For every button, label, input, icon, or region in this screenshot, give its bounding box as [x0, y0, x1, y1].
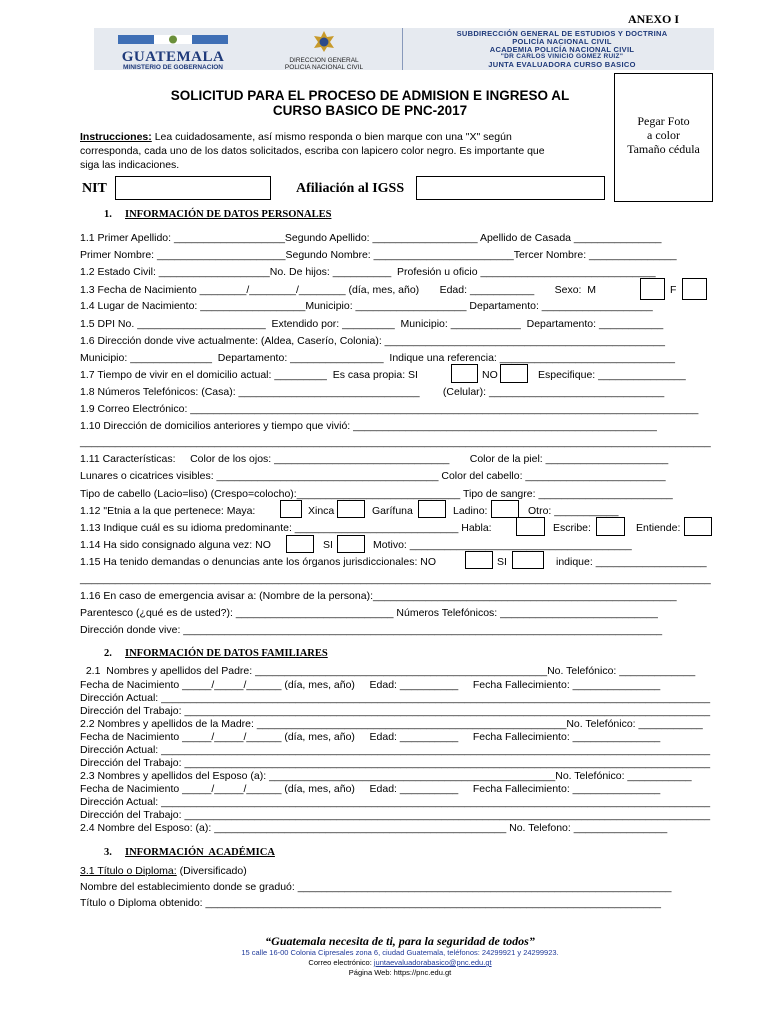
section-1-title: INFORMACIÓN DE DATOS PERSONALES: [125, 209, 332, 220]
line-1-14: 1.14 Ha sido consignado alguna vez: NO: [80, 539, 271, 551]
line-2-2-trabajo[interactable]: Dirección del Trabajo: __________________________________________________________________________________________: [80, 757, 711, 769]
escribe-box[interactable]: [596, 517, 625, 536]
line-2-2[interactable]: 2.2 Nombres y apellidos de la Madre: _____________________________________________________No. Telefónico: ___________: [80, 718, 703, 730]
flag-emblem-icon: [118, 33, 228, 45]
escribe-label: Escribe:: [553, 522, 591, 534]
line-1-3[interactable]: 1.3 Fecha de Nacimiento ________/________/________ (día, mes, año) Edad: ___________ Sexo: M: [80, 284, 597, 296]
line-1-7[interactable]: 1.7 Tiempo de vivir en el domicilio actual: _________ Es casa propia: SI: [80, 369, 418, 381]
sex-f-box[interactable]: [682, 278, 707, 300]
footer-email-label: Correo electrónico:: [308, 958, 374, 967]
line-1-13[interactable]: 1.13 Indique cuál es su idioma predominante: ____________________________ Habla:: [80, 522, 492, 534]
line-blank[interactable]: ____________________________________________________________________________________________________________: [80, 573, 711, 585]
line-1-1[interactable]: 1.1 Primer Apellido: ___________________Segundo Apellido: __________________ Apellido de Casada _______________: [80, 232, 662, 244]
title-line-2: CURSO BASICO DE PNC-2017: [272, 103, 468, 118]
banner-line-4: "DR CARLOS VINICIO GOMEZ RUIZ": [500, 53, 624, 60]
section-3-number: 3.: [104, 847, 112, 858]
motivo-field[interactable]: Motivo: ______________________________________: [373, 539, 632, 551]
igss-label: Afiliación al IGSS: [296, 181, 405, 196]
line-names[interactable]: Primer Nombre: ______________________Segundo Nombre: ________________________Tercer Nombre: _______________: [80, 249, 677, 261]
demandas-no-box[interactable]: [465, 551, 493, 569]
garifuna-label: Garífuna: [372, 505, 413, 517]
habla-box[interactable]: [516, 517, 545, 536]
anexo-label: ANEXO I: [628, 12, 680, 26]
line-2-2-dir[interactable]: Dirección Actual: ______________________________________________________________________________________________: [80, 744, 711, 756]
consignado-si-box[interactable]: [337, 535, 365, 553]
line-2-4[interactable]: 2.4 Nombre del Esposo: (a): __________________________________________________ No. Telefono: ________________: [80, 822, 668, 834]
section-1-heading: [104, 209, 331, 220]
title-line-1: SOLICITUD PARA EL PROCESO DE ADMISION E INGRESO AL: [170, 88, 570, 103]
line-titulo[interactable]: Título o Diploma obtenido: ______________________________________________________________________________: [80, 897, 661, 909]
line-3-1: [80, 865, 247, 877]
line-1-5[interactable]: 1.5 DPI No. ______________________ Extendido por: _________ Municipio: ____________ Departamento: ___________: [80, 318, 664, 330]
igss-input[interactable]: [416, 176, 605, 200]
casa-si-box[interactable]: [451, 364, 478, 383]
sec31-label: 3.1 Título o Diploma:: [80, 865, 177, 877]
line-1-10-cont[interactable]: ____________________________________________________________________________________________________________: [80, 436, 711, 448]
line-2-2-fecha[interactable]: Fecha de Nacimiento _____/_____/______ (día, mes, año) Edad: __________ Fecha Fallecimiento: _______________: [80, 731, 661, 743]
line-2-3[interactable]: 2.3 Nombres y apellidos del Esposo (a): _________________________________________________No. Telefónico: ___________: [80, 770, 692, 782]
ladino-label: Ladino:: [453, 505, 488, 517]
line-1-16[interactable]: 1.16 En caso de emergencia avisar a: (Nombre de la persona):____________________________________________________: [80, 590, 677, 602]
line-2-3-trabajo[interactable]: Dirección del Trabajo: __________________________________________________________________________________________: [80, 809, 711, 821]
sex-m-box[interactable]: [640, 278, 665, 300]
footer-slogan: “Guatemala necesita de ti, para la seguridad de todos”: [265, 934, 535, 948]
ministry-subtitle: MINISTERIO DE GOBERNACION: [122, 64, 224, 71]
instructions-line-1: Lea cuidadosamente, así mismo responda o bien marque con una "X" según: [151, 131, 512, 143]
ministry-logo: [118, 32, 228, 71]
line-1-9[interactable]: 1.9 Correo Electrónico: _______________________________________________________________________________________: [80, 403, 699, 415]
pnc-line1: DIRECCION GENERAL: [289, 57, 359, 64]
banner-line-2: POLICÍA NACIONAL CIVIL: [512, 37, 612, 46]
ladino-box[interactable]: [491, 500, 519, 518]
banner-line-5: JUNTA EVALUADORA CURSO BASICO: [488, 60, 636, 69]
section-1-number: 1.: [104, 209, 112, 220]
line-establecimiento[interactable]: Nombre del establecimiento donde se graduó: ________________________________________________________________: [80, 881, 672, 893]
instructions-line-3: siga las indicaciones.: [80, 159, 180, 171]
casa-no-box[interactable]: [500, 364, 528, 383]
otro-field[interactable]: Otro: ___________: [528, 505, 619, 517]
line-1-2[interactable]: 1.2 Estado Civil: ___________________No. De hijos: __________ Profesión u oficio ______________________________: [80, 266, 656, 278]
line-1-15: 1.15 Ha tenido demandas o denuncias ante los órganos jurisdiccionales: NO: [80, 556, 437, 568]
instructions-line-2: corresponda, cada uno de los datos solicitados, escriba con lapicero color negro. Es importante que: [80, 145, 545, 157]
line-2-1-dir[interactable]: Dirección Actual: ______________________________________________________________________________________________: [80, 692, 711, 704]
photo-line-3: Tamaño cédula: [627, 142, 700, 156]
consignado-si-label: SI: [323, 539, 333, 551]
line-2-1[interactable]: 2.1 Nombres y apellidos del Padre: __________________________________________________No. Telefónico: _____________: [80, 665, 696, 677]
line-2-1-fecha[interactable]: Fecha de Nacimiento _____/_____/______ (día, mes, año) Edad: __________ Fecha Fallecimiento: _______________: [80, 679, 661, 691]
section-3-heading: [104, 847, 275, 858]
entiende-box[interactable]: [684, 517, 712, 536]
section-3-title: INFORMACIÓN ACADÉMICA: [125, 847, 275, 858]
especifique-field[interactable]: Especifique: _______________: [538, 369, 686, 381]
section-2-title: INFORMACIÓN DE DATOS FAMILIARES: [125, 648, 328, 659]
line-2-3-dir[interactable]: Dirección Actual: ______________________________________________________________________________________________: [80, 796, 711, 808]
photo-line-1: Pegar Foto: [637, 114, 690, 128]
photo-box[interactable]: [614, 73, 713, 202]
footer-address: 15 calle 16-00 Colonia Cipresales zona 6, ciudad Guatemala, teléfonos: 24299921 y 24299923.: [241, 948, 559, 957]
line-municipio[interactable]: Municipio: ______________ Departamento: ________________ Indique una referencia: ______________________________: [80, 352, 675, 364]
nit-label: NIT: [82, 181, 107, 196]
footer-web[interactable]: Página Web: https://pnc.edu.gt: [348, 968, 452, 977]
line-1-4[interactable]: 1.4 Lugar de Nacimiento: __________________Municipio: ___________________ Departamento: ___________________: [80, 300, 653, 312]
pnc-badge-icon: [311, 30, 337, 52]
banner-line-3: ACADEMIA POLICÍA NACIONAL CIVIL: [489, 45, 635, 54]
footer-email-line: [0, 958, 768, 967]
sex-f-label: F: [670, 284, 677, 296]
line-1-10[interactable]: 1.10 Dirección de domicilios anteriores y tiempo que vivió: ____________________________________________________: [80, 420, 657, 432]
instructions-label: Instrucciones:: [80, 131, 152, 143]
xinca-label: Xinca: [308, 505, 335, 517]
maya-box[interactable]: [280, 500, 302, 518]
nit-input[interactable]: [115, 176, 271, 200]
photo-line-2: a color: [647, 128, 680, 142]
sec31-rest: (Diversificado): [176, 865, 247, 877]
banner-divider: [402, 28, 403, 70]
footer-email-link[interactable]: juntaevaluadorabasico@pnc.edu.gt: [373, 958, 492, 967]
pnc-logo: [269, 30, 379, 70]
demandas-si-label: SI: [497, 556, 507, 568]
section-2-heading: [104, 648, 328, 659]
banner-line-1: SUBDIRECCIÓN GENERAL DE ESTUDIOS Y DOCTRINA: [456, 29, 668, 38]
casa-no-label: NO: [482, 369, 498, 381]
entiende-label: Entiende:: [636, 522, 681, 534]
line-1-8[interactable]: 1.8 Números Telefónicos: (Casa): _______________________________ (Celular): ______________________________: [80, 386, 665, 398]
line-1-11[interactable]: 1.11 Características: Color de los ojos: ______________________________ Color de la piel: _____________________: [80, 453, 669, 465]
xinca-box[interactable]: [337, 500, 365, 518]
line-1-6[interactable]: 1.6 Dirección donde vive actualmente: (Aldea, Caserío, Colonia): ________________________________________________: [80, 335, 665, 347]
indique-field[interactable]: indique: ___________________: [556, 556, 707, 568]
line-2-1-trabajo[interactable]: Dirección del Trabajo: __________________________________________________________________________________________: [80, 705, 711, 717]
section-2-number: 2.: [104, 648, 112, 659]
line-lunares[interactable]: Lunares o cicatrices visibles: ______________________________________ Color del cabello: ________________________: [80, 470, 666, 482]
line-parentesco[interactable]: Parentesco (¿qué es de usted?): ___________________________ Números Telefónicos: ___________________________: [80, 607, 658, 619]
line-cabello[interactable]: Tipo de cabello (Lacio=liso) (Crespo=colocho):____________________________ Tipo de sangre: _______________________: [80, 488, 673, 500]
garifuna-box[interactable]: [418, 500, 446, 518]
ministry-name: GUATEMALA: [121, 49, 225, 65]
demandas-si-box[interactable]: [512, 551, 544, 569]
instructions: [80, 130, 605, 172]
line-direccion[interactable]: Dirección donde vive: __________________________________________________________________________________: [80, 624, 663, 636]
line-2-3-fecha[interactable]: Fecha de Nacimiento _____/_____/______ (día, mes, año) Edad: __________ Fecha Fallecimiento: _______________: [80, 783, 661, 795]
consignado-no-box[interactable]: [286, 535, 314, 553]
pnc-line2: POLICIA NACIONAL CIVIL: [284, 64, 364, 71]
form-title: [110, 88, 630, 118]
line-1-12: 1.12 "Etnia a la que pertenece: Maya:: [80, 505, 256, 517]
